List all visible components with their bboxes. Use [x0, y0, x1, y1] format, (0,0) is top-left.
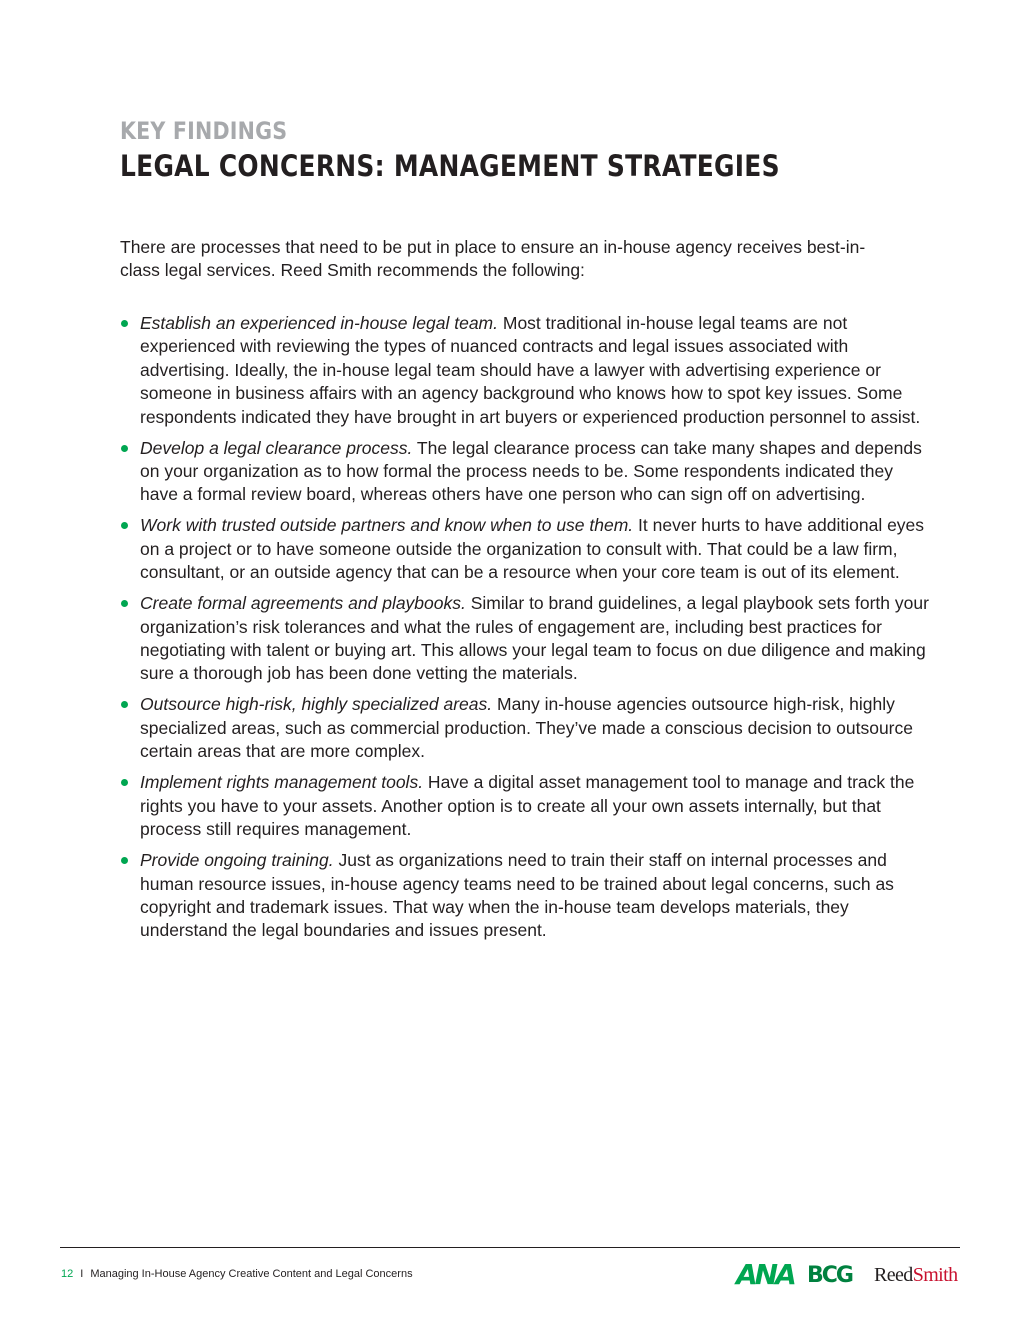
bullet-icon	[121, 522, 128, 529]
list-item	[120, 693, 930, 763]
ana-logo-text: ANA	[736, 1258, 794, 1291]
list-item-body: Most traditional in-house legal teams are not experienced with reviewing the types of nuanced contracts and legal issues associated with advertising. Ideally, the in-house legal team should have a lawyer with advertising experience or someone in business affairs with an agency background who knows how to spot key issues. Some respondents indicated they have brought in art buyers or experienced production personnel to assist.	[140, 313, 921, 427]
list-item-lead: Develop a legal clearance process.	[140, 437, 413, 458]
section-kicker: KEY FINDINGS	[120, 117, 288, 145]
list-item	[120, 514, 930, 584]
list-item	[120, 592, 930, 686]
reedsmith-logo-reed: Reed	[874, 1264, 913, 1286]
intro-paragraph: There are processes that need to be put in place to ensure an in-house agency receives best-in-class legal services. Reed Smith recommends the following:	[120, 237, 866, 281]
page-number: 12	[61, 1268, 74, 1280]
list-item-lead: Implement rights management tools.	[140, 772, 424, 793]
list-item	[120, 437, 930, 507]
bullet-icon	[121, 701, 128, 708]
list-item	[120, 849, 930, 943]
list-item-body: Just as organizations need to train their staff on internal processes and human resource issues, in-house agency teams need to be trained about legal concerns, such as copyright and trademark issues. That way when the in-house team develops materials, they understand the legal boundaries and issues present.	[140, 850, 894, 941]
recommendations-list	[120, 312, 930, 950]
list-item-lead: Work with trusted outside partners and know when to use them.	[140, 515, 634, 536]
partner-logos	[736, 1256, 962, 1296]
list-item-body: Have a digital asset management tool to manage and track the rights you have to your assets. Another option is to create all your own assets internally, but that process still requires management.	[140, 772, 915, 840]
bullet-icon	[121, 779, 128, 786]
list-item	[120, 312, 930, 429]
bullet-icon	[121, 445, 128, 452]
reedsmith-logo-smith: Smith	[912, 1264, 958, 1286]
bullet-icon	[121, 320, 128, 327]
footer-divider	[60, 1247, 960, 1248]
reedsmith-logo-icon	[874, 1263, 958, 1287]
list-item-body: Similar to brand guidelines, a legal playbook sets forth your organization’s risk tolerances and what the rules of engagement are, including best practices for negotiating with talent or buying art. This allows your legal team to focus on due diligence and making sure a thorough job has been done vetting the materials.	[140, 593, 929, 684]
list-item-lead: Establish an experienced in-house legal team.	[140, 313, 498, 333]
list-item-lead: Provide ongoing training.	[140, 850, 334, 871]
list-item-body: The legal clearance process can take many shapes and depends on your organization as to how formal the process needs to be. Some respondents indicated they have a formal review board, whereas others have one person who can sign off on advertising.	[140, 437, 922, 505]
list-item	[120, 771, 930, 841]
list-item-lead: Create formal agreements and playbooks.	[140, 593, 466, 614]
footer	[61, 1267, 413, 1281]
bullet-icon	[121, 600, 128, 607]
bullet-icon	[121, 857, 128, 864]
page-title: LEGAL CONCERNS: MANAGEMENT STRATEGIES	[120, 149, 780, 183]
list-item-lead: Outsource high-risk, highly specialized areas.	[140, 694, 493, 715]
footer-separator: I	[80, 1268, 84, 1280]
list-item-body: It never hurts to have additional eyes on a project or to have someone outside the organization to consult with. That could be a law firm, consultant, or an outside agency that can be a resource when your core team is out of its element.	[140, 515, 925, 583]
bcg-logo-icon: BCG	[807, 1263, 852, 1288]
publication-title: Managing In-House Agency Creative Content and Legal Concerns	[90, 1268, 413, 1280]
list-item-body: Many in-house agencies outsource high-risk, highly specialized areas, such as commercial production. They’ve made a conscious decision to outsource certain areas that are more complex.	[140, 694, 913, 762]
ana-logo-icon	[736, 1258, 792, 1292]
